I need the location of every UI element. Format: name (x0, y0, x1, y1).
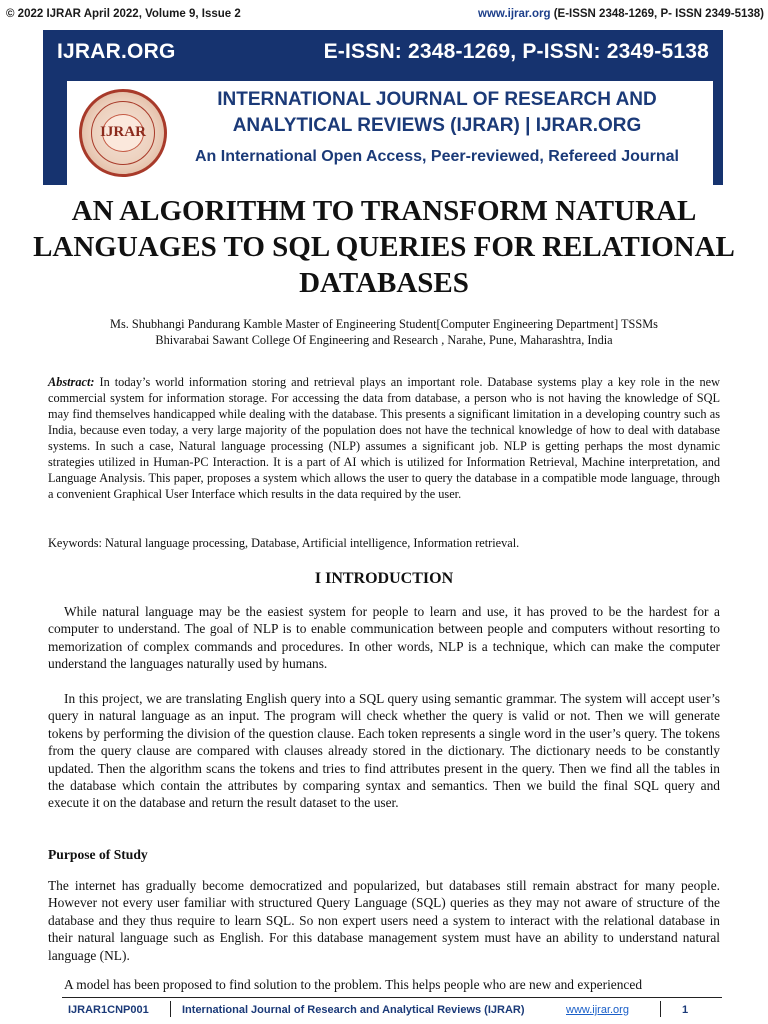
journal-subtitle: An International Open Access, Peer-reviewed, Refereed Journal (194, 148, 679, 165)
running-header (0, 0, 768, 30)
author-line-2: Bhivarabai Sawant College Of Engineering and Research , Narahe, Pune, Maharashtra, India (155, 333, 613, 347)
header-site-link[interactable]: www.ijrar.org (478, 8, 551, 20)
footer-journal-name: International Journal of Research and Analytical Reviews (IJRAR) (182, 1004, 525, 1016)
banner-site-name: IJRAR.ORG (57, 40, 176, 63)
model-paragraph: A model has been proposed to find solution to the problem. This helps people who are new and experienced (64, 977, 643, 992)
header-issn: (E-ISSN 2348-1269, P- ISSN 2349-5138) (553, 8, 764, 20)
banner-masthead (67, 81, 713, 185)
author-block (30, 316, 738, 348)
author-line-1: Ms. Shubhangi Pandurang Kamble Master of Engineering Student[Computer Engineering Department] TSSMs (110, 317, 658, 331)
paper-title: AN ALGORITHM TO TRANSFORM NATURAL LANGUAGES TO SQL QUERIES FOR RELATIONAL DATABASES (33, 195, 735, 299)
footer-paper-code: IJRAR1CNP001 (68, 1004, 149, 1016)
header-site-info (478, 8, 764, 20)
abstract-label: Abstract: (48, 375, 95, 389)
ijrar-logo-icon (79, 89, 167, 177)
subheading-purpose-of-study: Purpose of Study (48, 847, 148, 862)
footer-site-link[interactable]: www.ijrar.org (566, 1004, 629, 1016)
purpose-paragraph: The internet has gradually become democratized and popularized, but databases still remain abstract for many people. However not every user familiar with structured Query Language (SQL) queries as they may not aware of structure of the database and they thus require to learn SQL. So non expert users need a system to interact with the relational database in their natural language such as English. For this database management system must have an ability to understand natural language (NL). (48, 878, 720, 963)
logo-text: IJRAR (100, 124, 146, 140)
journal-title: INTERNATIONAL JOURNAL OF RESEARCH AND ANALYTICAL REVIEWS (IJRAR) | IJRAR.ORG (217, 89, 657, 136)
footer-separator (660, 1001, 661, 1017)
abstract-text: In today’s world information storing and retrieval plays an important role. Database systems play a key role in the new commercial system for information storage. For accessing the data from database, a person who is not having the knowledge of SQL may find themselves handicapped while dealing with the database. This presents a significant limitation in a developing country such as India, because even today, a very large majority of the population does not have the technical knowledge of how to deal with database systems. In such a case, Natural language processing (NLP) assumes a significant job. NLP is getting perhaps the most dynamic strategies utilized in Human-PC Interaction. It is a part of AI which is utilized for Information Retrieval, Machine interpretation, and Language Analysis. This paper, proposes a system which allows the user to query the database in a compatible mode language, through a convenient Graphical User Interface which results in the data required by the user. (48, 375, 720, 501)
journal-banner (43, 30, 723, 185)
page-footer (62, 997, 722, 1022)
intro-paragraph-1: While natural language may be the easiest system for people to learn and use, it has proved to be the hardest for a computer to understand. The goal of NLP is to enable communication between people and computers without resorting to memorization of complex commands and procedures. In other words, NLP is a technique, which can make the computer understand the languages naturally used by humans. (48, 604, 720, 672)
banner-issn: E-ISSN: 2348-1269, P-ISSN: 2349-5138 (323, 40, 709, 63)
section-heading-introduction: I INTRODUCTION (314, 570, 454, 587)
keywords: Keywords: Natural language processing, Database, Artificial intelligence, Information retrieval. (48, 536, 520, 550)
footer-separator (170, 1001, 171, 1017)
abstract (48, 374, 720, 502)
intro-paragraph-2: In this project, we are translating English query into a SQL query using semantic grammar. The system will accept user’s query in natural language as an input. The program will check whether the query is valid or not. Then we will generate tokens by performing the division of the question clause. Each token represents a single word in the user’s query. The tokens from the query clause are compared with clauses already stored in the dictionary. The dictionary needs to be constantly updated. Then the algorithm scans the tokens and tries to find attributes present in the query. Then we find all the tables in the database which contain the attributes by comparing syntax and semantics. Then we build the final SQL query and execute it on the database and return the result dataset to the user. (48, 691, 720, 811)
footer-page-number: 1 (682, 1004, 689, 1016)
header-issue-info: © 2022 IJRAR April 2022, Volume 9, Issue 2 (6, 8, 241, 20)
